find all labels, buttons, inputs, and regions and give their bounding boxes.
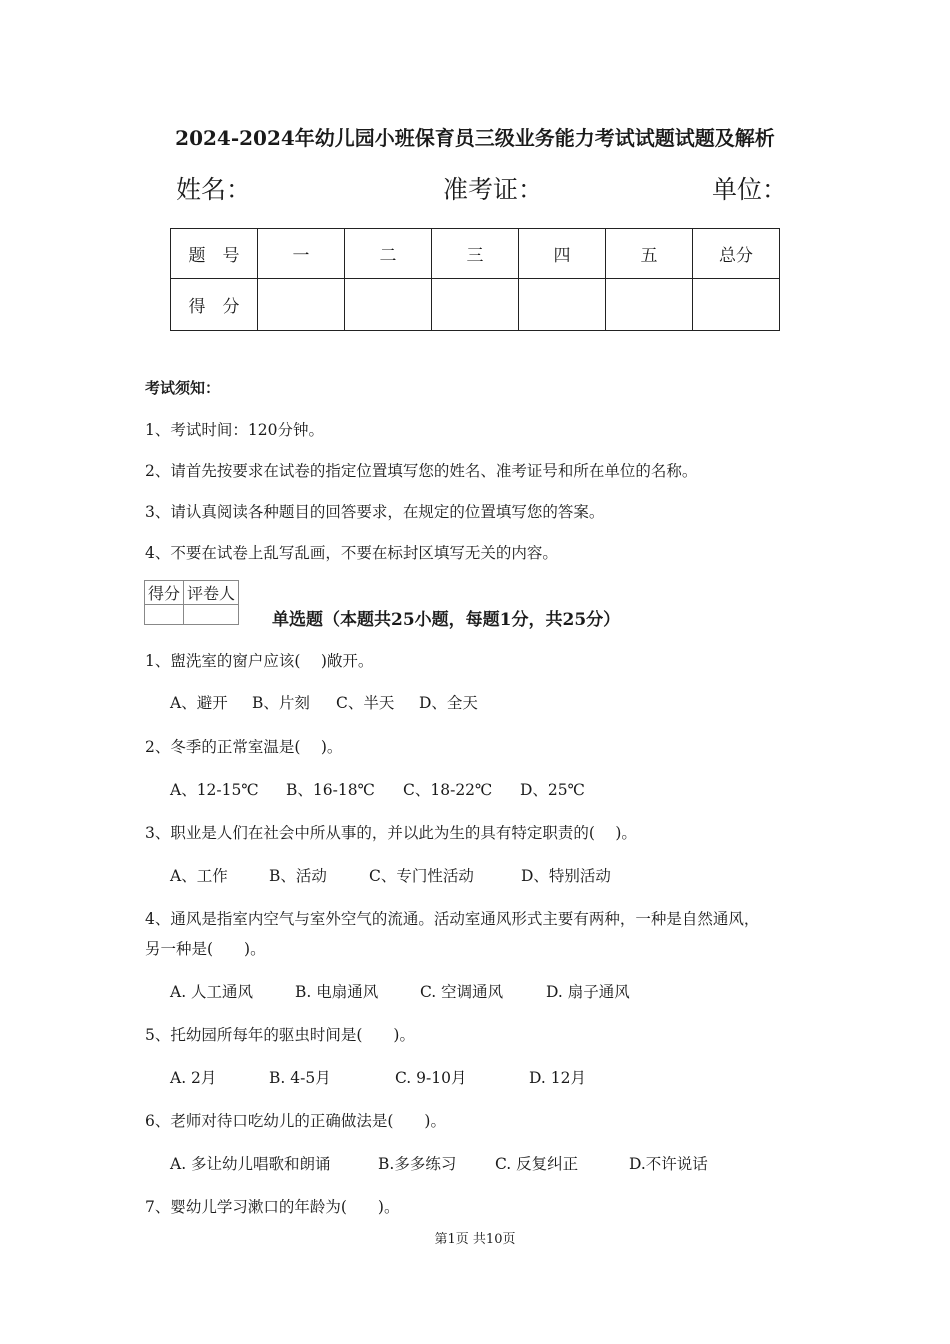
question-text: 5、托幼园所每年的驱虫时间是( )。 [145,1026,415,1044]
question-text: 3、职业是人们在社会中所从事的，并以此为生的具有特定职责的( )。 [145,824,637,842]
score-table-score-row [171,279,780,331]
score-header-cell: 总分 [693,229,780,279]
option-a[interactable]: A. 2月 [170,1069,217,1087]
grader-table [144,580,239,625]
notice-heading: 考试须知： [145,379,221,397]
grader-reviewer-label: 评卷人 [184,581,239,605]
option-a[interactable]: A. 人工通风 [170,983,254,1001]
notice-item: 3、请认真阅读各种题目的回答要求，在规定的位置填写您的答案。 [145,503,605,521]
document-title: 2024-2024年幼儿园小班保育员三级业务能力考试试题试题及解析 [175,126,775,150]
option-c[interactable]: C、18-22℃ [403,781,493,799]
option-c[interactable]: C、专门性活动 [369,867,474,885]
section-title: 单选题（本题共25小题，每题1分，共25分） [272,610,621,630]
score-cell[interactable] [432,279,519,331]
score-cell[interactable] [519,279,606,331]
question-text: 2、冬季的正常室温是( )。 [145,738,343,756]
option-b[interactable]: B. 电扇通风 [295,983,379,1001]
score-cell[interactable] [258,279,345,331]
score-header-cell: 一 [258,229,345,279]
option-d[interactable]: D、全天 [419,694,478,712]
score-header-cell: 五 [606,229,693,279]
score-cell[interactable] [345,279,432,331]
option-a[interactable]: A、避开 [170,694,228,712]
score-header-cell: 题 号 [171,229,258,279]
option-a[interactable]: A、工作 [170,867,228,885]
score-cell[interactable] [693,279,780,331]
question-text: 1、盥洗室的窗户应该( )敞开。 [145,652,374,670]
notice-item: 1、考试时间：120分钟。 [145,421,324,439]
question-text-continued: 另一种是( )。 [145,940,266,958]
option-d[interactable]: D、特别活动 [521,867,611,885]
option-b[interactable]: B、活动 [269,867,327,885]
option-c[interactable]: C. 反复纠正 [495,1155,579,1173]
score-header-cell: 三 [432,229,519,279]
score-cell[interactable] [606,279,693,331]
option-d[interactable]: D.不许说话 [629,1155,708,1173]
page-footer: 第1页 共10页 [434,1232,516,1247]
score-header-cell: 二 [345,229,432,279]
option-d[interactable]: D. 扇子通风 [546,983,630,1001]
score-table-header-row [171,229,780,279]
notice-item: 4、不要在试卷上乱写乱画，不要在标封区填写无关的内容。 [145,544,558,562]
score-header-cell: 四 [519,229,606,279]
grader-score-cell[interactable] [145,605,184,625]
option-b[interactable]: B、16-18℃ [286,781,375,799]
notice-item: 2、请首先按要求在试卷的指定位置填写您的姓名、准考证号和所在单位的名称。 [145,462,698,480]
question-text: 7、婴幼儿学习漱口的年龄为( )。 [145,1198,400,1216]
grader-reviewer-cell[interactable] [184,605,239,625]
option-b[interactable]: B. 4-5月 [269,1069,331,1087]
grader-score-label: 得分 [145,581,184,605]
question-text: 6、老师对待口吃幼儿的正确做法是( )。 [145,1112,446,1130]
question-text: 4、通风是指室内空气与室外空气的流通。活动室通风形式主要有两种，一种是自然通风， [145,910,760,928]
score-row-label: 得 分 [171,279,258,331]
option-a[interactable]: A. 多让幼儿唱歌和朗诵 [170,1155,331,1173]
name-field-label: 姓名： [176,175,252,204]
exam-id-field-label: 准考证： [443,175,544,204]
option-d[interactable]: D. 12月 [529,1069,586,1087]
option-d[interactable]: D、25℃ [520,781,585,799]
option-a[interactable]: A、12-15℃ [170,781,259,799]
option-c[interactable]: C、半天 [336,694,395,712]
option-b[interactable]: B、片刻 [252,694,310,712]
option-b[interactable]: B.多多练习 [378,1155,457,1173]
score-table [170,228,780,331]
unit-field-label: 单位： [712,175,788,204]
option-c[interactable]: C. 9-10月 [395,1069,467,1087]
option-c[interactable]: C. 空调通风 [420,983,504,1001]
